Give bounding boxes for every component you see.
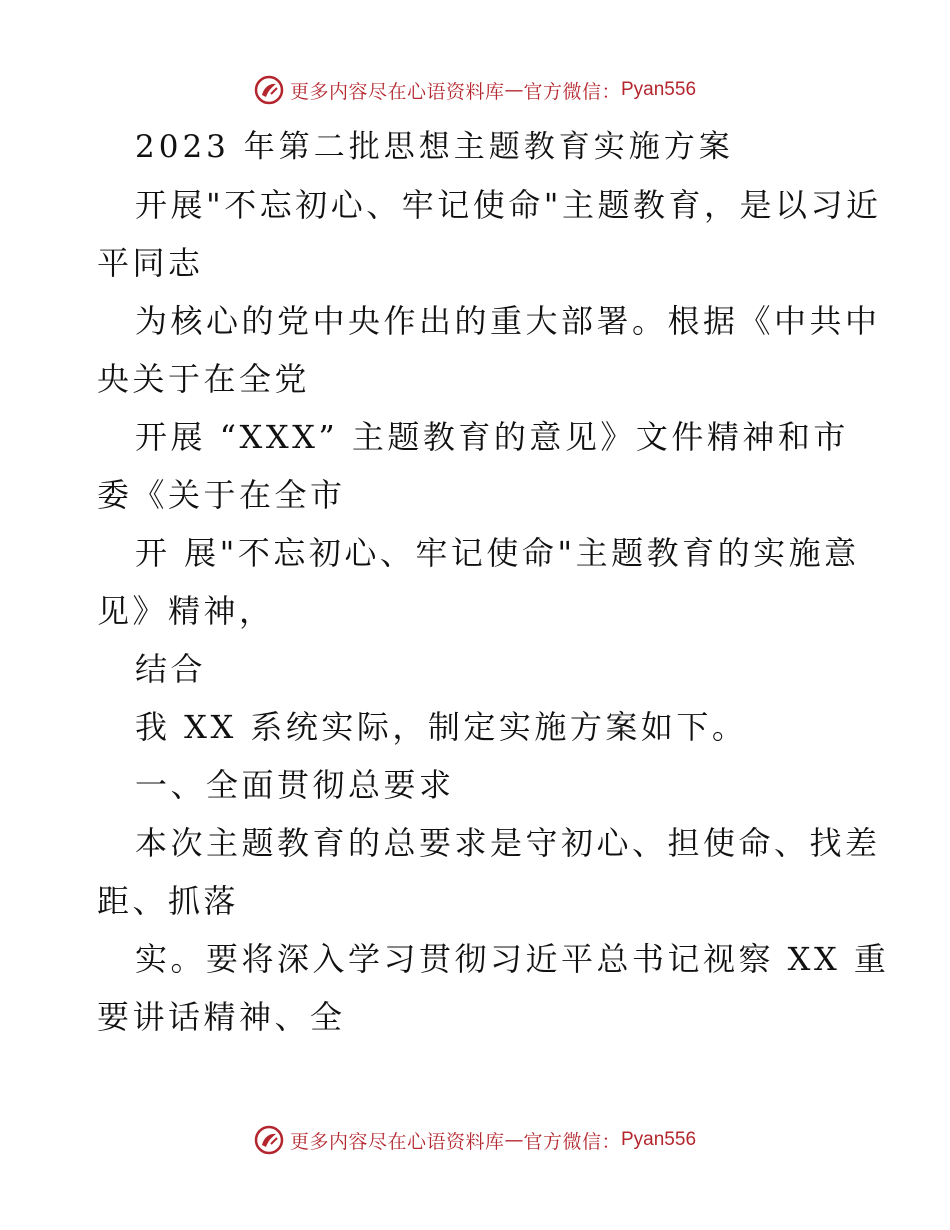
paragraph-line: 开展 “XXX” 主题教育的意见》文件精神和市 xyxy=(135,418,849,456)
paragraph-line: 要讲话精神、全 xyxy=(97,998,346,1036)
watermark-separator: — xyxy=(504,79,524,101)
paragraph-line: 结合 xyxy=(135,650,207,688)
paragraph-line: 实。要将深入学习贯彻习近平总书记视察 XX 重 xyxy=(135,940,890,978)
section-heading: 一、全面贯彻总要求 xyxy=(135,766,455,804)
watermark-separator: — xyxy=(504,1129,524,1151)
paragraph-line: 我 XX 系统实际，制定实施方案如下。 xyxy=(135,708,748,746)
paragraph-line: 距、抓落 xyxy=(97,882,240,920)
watermark-id: Pyan556 xyxy=(621,79,697,100)
watermark-label: 官方微信： xyxy=(523,1130,621,1153)
paragraph-line: 为核心的党中央作出的重大部署。根据《中共中 xyxy=(135,302,881,340)
watermark-label: 官方微信： xyxy=(523,80,621,103)
watermark-text: 更多内容尽在心语资料库 xyxy=(289,80,505,103)
watermark-text: 更多内容尽在心语资料库 xyxy=(289,1130,505,1153)
paragraph-line: 开 展"不忘初心、牢记使命"主题教育的实施意 xyxy=(135,534,860,572)
logo-icon xyxy=(254,1125,284,1155)
paragraph-line: 央关于在全党 xyxy=(97,360,311,398)
paragraph-line: 见》精神， xyxy=(97,592,275,630)
watermark-banner-bottom xyxy=(0,1120,950,1160)
watermark-id: Pyan556 xyxy=(621,1129,697,1150)
document-title: 2023 年第二批思想主题教育实施方案 xyxy=(135,129,734,165)
paragraph-line: 开展"不忘初心、牢记使命"主题教育，是以习近 xyxy=(135,186,882,224)
paragraph-line: 本次主题教育的总要求是守初心、担使命、找差 xyxy=(135,824,881,862)
paragraph-line: 委《关于在全市 xyxy=(97,476,346,514)
paragraph-line: 平同志 xyxy=(97,244,204,282)
